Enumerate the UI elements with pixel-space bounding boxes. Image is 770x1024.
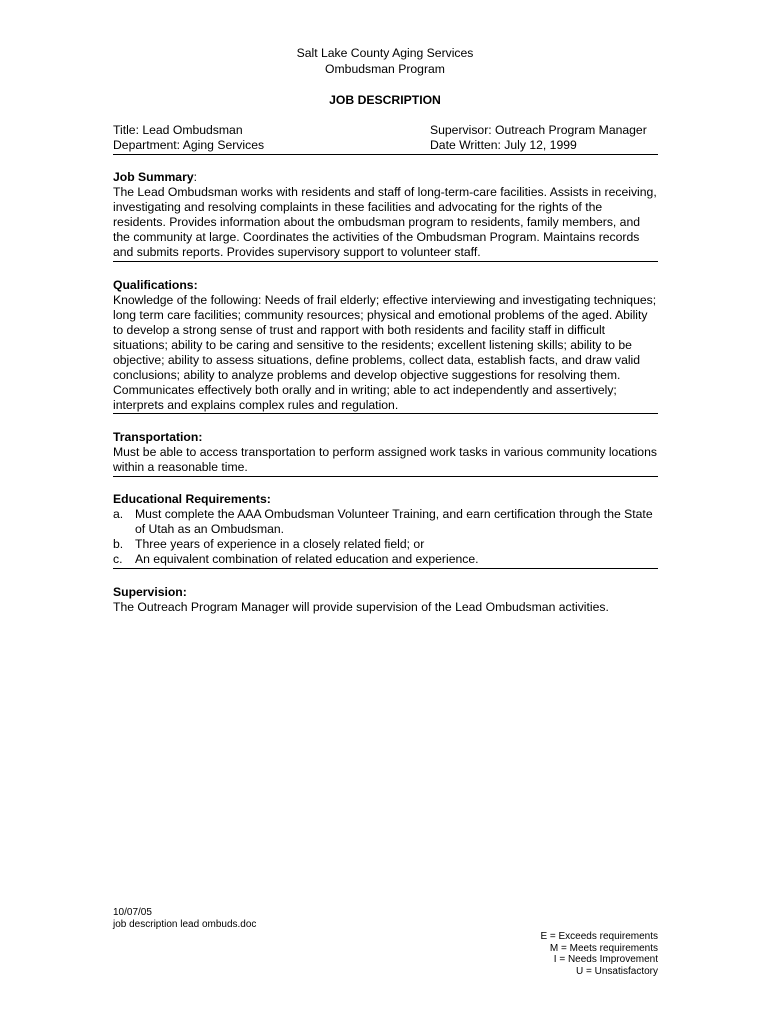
education-section: [113, 492, 658, 567]
qualifications-section: [113, 278, 658, 413]
divider: [113, 261, 658, 262]
list-marker: a.: [113, 507, 124, 521]
transportation-text: Must be able to access transportation to perform assigned work tasks in various community locations within a reasonable time.: [113, 445, 657, 474]
legend-item: U = Unsatisfactory: [576, 965, 658, 977]
qualifications-text: Knowledge of the following: Needs of frail elderly; effective interviewing and investigating techniques; long term care facilities; community resources; physical and emotional problems of the aged. Ability to develop a strong sense of trust and rapport with both residents and facility staff in difficult situations; ability to be caring and sensitive to the residents; excellent listening skills; ability to be objective; ability to assess situations, define problems, collect data, establish facts, and draw valid conclusions; ability to analyze problems and develop objective suggestions for resolving them. Communicates effectively both orally and in writing; able to act independently and assertively; interprets and explains complex rules and regulation.: [113, 293, 657, 412]
list-item-text: Three years of experience in a closely related field; or: [135, 537, 425, 551]
legend-item: E = Exceeds requirements: [540, 931, 658, 942]
document-header: [0, 45, 770, 77]
organization-name: Salt Lake County Aging Services: [296, 46, 474, 60]
rating-legend: [540, 931, 658, 977]
divider: [113, 154, 658, 155]
education-heading: Educational Requirements:: [113, 492, 271, 506]
supervisor: Supervisor: Outreach Program Manager: [430, 123, 647, 137]
legend-item: M = Meets requirements: [549, 942, 658, 954]
list-marker: c.: [113, 552, 123, 566]
job-meta: [113, 123, 658, 153]
qualifications-heading: Qualifications:: [113, 278, 198, 292]
divider: [113, 568, 658, 569]
document-footer: [113, 907, 256, 930]
list-marker: b.: [113, 537, 124, 551]
program-name: Ombudsman Program: [325, 62, 445, 76]
education-list: [113, 507, 658, 567]
supervision-text: The Outreach Program Manager will provide supervision of the Lead Ombudsman activities.: [113, 600, 609, 614]
list-item-text: An equivalent combination of related education and experience.: [135, 552, 479, 566]
list-item: [113, 507, 658, 537]
list-item: [113, 552, 658, 567]
list-item: [113, 537, 658, 552]
footer-date: 10/07/05: [113, 907, 152, 918]
list-item-text: Must complete the AAA Ombudsman Volunteer Training, and earn certification through the State of Utah as an Ombudsman.: [135, 507, 653, 536]
date-written: Date Written: July 12, 1999: [430, 138, 577, 152]
transportation-heading: Transportation:: [113, 430, 203, 444]
divider: [113, 413, 658, 414]
transportation-section: [113, 430, 658, 475]
job-summary-section: [113, 170, 658, 260]
supervision-heading: Supervision:: [113, 585, 187, 599]
job-summary-text: The Lead Ombudsman works with residents and staff of long-term-care facilities. Assists in receiving, investigating and resolving complaints in these facilities and advocating for the rights of the residents. Provides information about the ombudsman program to residents, family members, and the community at large. Coordinates the activities of the Ombudsman Program. Maintains records and submits reports. Provides supervisory support to volunteer staff.: [113, 185, 657, 259]
department: Department: Aging Services: [113, 138, 265, 152]
divider: [113, 476, 658, 477]
document-title: JOB DESCRIPTION: [329, 93, 441, 107]
supervision-section: [113, 585, 658, 615]
job-summary-heading: Job Summary:: [113, 170, 197, 184]
legend-item: I = Needs Improvement: [553, 954, 658, 965]
job-title: Title: Lead Ombudsman: [113, 123, 243, 137]
footer-filename: job description lead ombuds.doc: [113, 918, 257, 930]
